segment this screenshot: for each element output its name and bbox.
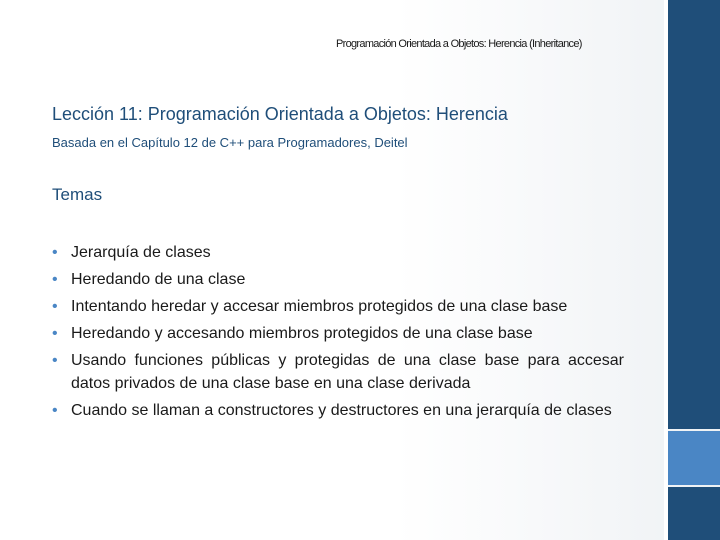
- bullet-icon: •: [52, 244, 58, 261]
- bullet-icon: •: [52, 325, 58, 342]
- topic-text: Jerarquía de clases: [71, 244, 211, 261]
- topic-text: Heredando de una clase: [71, 271, 246, 288]
- header-title: Programación Orientada a Objetos: Herencia (Inheritance): [336, 38, 582, 50]
- side-block-top: [668, 0, 720, 429]
- list-item: [52, 241, 624, 264]
- topics-list: [52, 241, 624, 426]
- list-item: [52, 268, 624, 291]
- list-item: [52, 349, 624, 395]
- bullet-icon: •: [52, 352, 58, 369]
- section-heading: Temas: [52, 185, 103, 204]
- topic-text: Heredando y accesando miembros protegidos de una clase base: [71, 325, 533, 342]
- bullet-icon: •: [52, 271, 58, 288]
- bullet-icon: •: [52, 298, 58, 315]
- side-decoration: [664, 0, 720, 540]
- topic-text: Cuando se llaman a constructores y destructores en una jerarquía de clases: [71, 402, 612, 419]
- list-item: [52, 295, 624, 318]
- list-item: [52, 322, 624, 345]
- topic-text: Usando funciones públicas y protegidas de una clase base para accesar datos privados de una clase base en una clase derivada: [71, 352, 624, 392]
- bullet-icon: •: [52, 402, 58, 419]
- side-block-middle: [668, 431, 720, 485]
- topic-text: Intentando heredar y accesar miembros protegidos de una clase base: [71, 298, 568, 315]
- slide-subtitle: Basada en el Capítulo 12 de C++ para Programadores, Deitel: [52, 135, 408, 150]
- side-block-bottom: [668, 487, 720, 540]
- slide-title: Lección 11: Programación Orientada a Objetos: Herencia: [52, 104, 508, 124]
- list-item: [52, 399, 624, 422]
